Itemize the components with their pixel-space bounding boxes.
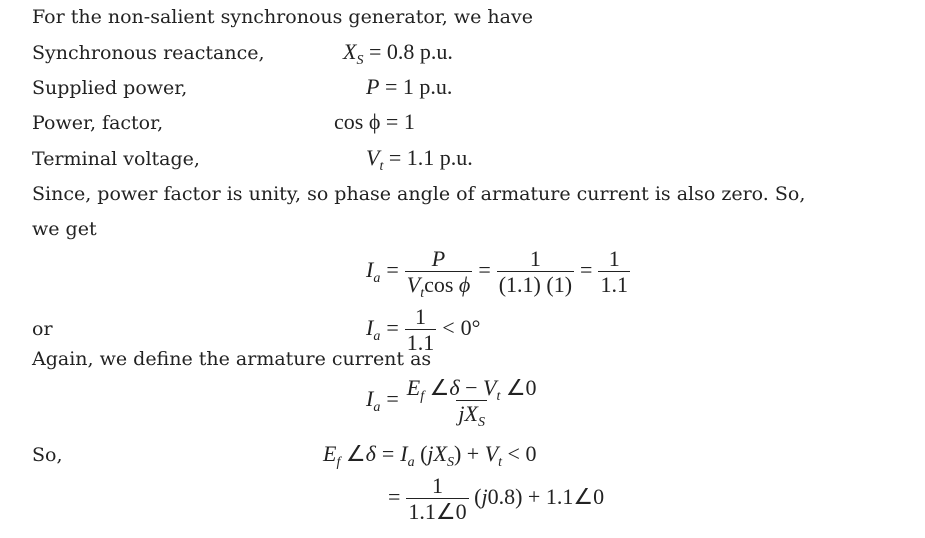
equation-ia-define: $I_a$ = $\frac{E_f \angle\delta - V_t \angle 0}{jX_S}$ <box>366 375 537 430</box>
given-eq-pf: cos ϕ = 1 <box>334 109 415 134</box>
given-label-pf: Power, factor, <box>32 112 164 134</box>
intro-text: For the non-salient synchronous generator, we have <box>32 6 533 28</box>
given-label-reactance: Synchronous reactance, <box>32 42 265 64</box>
since-text-cont: we get <box>32 218 97 240</box>
again-text: Again, we define the armature current as <box>32 348 432 370</box>
given-eq-power: P = 1 p.u. <box>366 74 453 99</box>
or-label: or <box>32 318 53 340</box>
since-text: Since, power factor is unity, so phase angle of armature current is also zero. So, <box>32 183 806 205</box>
given-label-power: Supplied power, <box>32 77 188 99</box>
equation-ia-polar: $I_a$ = $\frac{1}{1.1}$ < 0° <box>366 304 481 355</box>
given-label-voltage: Terminal voltage, <box>32 148 200 170</box>
equation-ef: $E_f$ ∠δ = $I_a$ $(jX_S) + V_t < 0$ <box>323 441 537 470</box>
given-eq-voltage: $V_t = 1.1$ p.u. <box>366 145 473 174</box>
so-label: So, <box>32 444 63 466</box>
equation-ia: $I_a$ = $\frac{P}{V_t\cos \phi}$ = $\frac{1}{(1.1) (1)}$ = $\frac{1}{1.1}$ <box>366 246 628 301</box>
equation-ef-value: = $\frac{1}{1.1\angle 0}$ (j0.8) + 1.1∠0 <box>388 473 605 524</box>
given-eq-reactance: $X_S = 0.8$ p.u. <box>343 39 453 68</box>
